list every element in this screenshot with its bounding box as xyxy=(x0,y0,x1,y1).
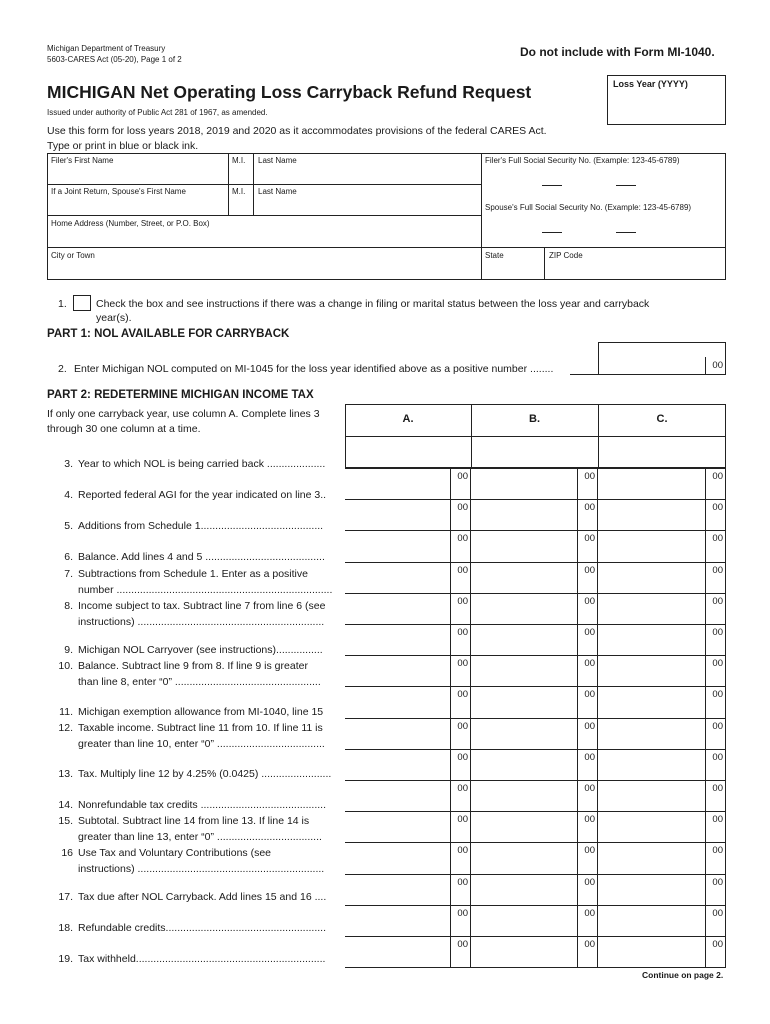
line-9-label xyxy=(47,642,347,658)
row-rule xyxy=(345,780,726,781)
cents-label: 00 xyxy=(457,814,468,825)
row-rule xyxy=(345,530,726,531)
row-rule xyxy=(345,593,726,594)
line-1-number: 1. xyxy=(58,298,67,310)
home-address-field[interactable] xyxy=(48,229,480,246)
line-1-text-cont: year(s). xyxy=(96,312,132,324)
line-13-label xyxy=(47,766,347,782)
line-6-label xyxy=(47,549,347,565)
cents-label: 00 xyxy=(584,908,595,919)
line-text-cont: than line 8, enter “0” .................................................. xyxy=(78,676,321,688)
cents-label: 00 xyxy=(584,721,595,732)
line-3-col-c[interactable] xyxy=(599,438,725,467)
line-12-col-b-amount[interactable] xyxy=(471,718,598,749)
line-2-cents: 00 xyxy=(712,360,723,371)
line-text: Tax due after NOL Carryback. Add lines 15 and 16 .... xyxy=(78,891,327,903)
cents-label: 00 xyxy=(584,658,595,669)
line-15-col-c-amount[interactable] xyxy=(598,811,726,842)
line-13-col-c-amount[interactable] xyxy=(598,749,726,780)
line-8-col-c-amount[interactable] xyxy=(598,593,726,624)
cents-label: 00 xyxy=(712,502,723,513)
line-7-label xyxy=(47,566,347,598)
line-2-number: 2. xyxy=(58,363,67,375)
line-number: 10. xyxy=(58,660,73,672)
zip-label: ZIP Code xyxy=(549,251,583,260)
city-field[interactable] xyxy=(48,261,480,279)
line-17-col-a-amount[interactable] xyxy=(345,874,471,905)
line-10-col-a-amount[interactable] xyxy=(345,655,471,686)
cents-label: 00 xyxy=(457,533,468,544)
line-text-cont: instructions) ................................................................ xyxy=(78,616,325,628)
cents-label: 00 xyxy=(457,752,468,763)
line-10-col-b-amount[interactable] xyxy=(471,655,598,686)
filer-first-name-field[interactable] xyxy=(48,166,227,183)
line-text: Income subject to tax. Subtract line 7 from line 6 (see xyxy=(78,600,326,612)
line-text: Subtractions from Schedule 1. Enter as a positive xyxy=(78,568,308,580)
cents-label: 00 xyxy=(457,721,468,732)
loss-year-box[interactable] xyxy=(607,75,726,125)
line-text: Taxable income. Subtract line 11 from 10. If line 11 is xyxy=(78,722,323,734)
line-14-col-c-amount[interactable] xyxy=(598,780,726,811)
cents-label: 00 xyxy=(457,565,468,576)
cents-label: 00 xyxy=(712,814,723,825)
line-6-col-a-amount[interactable] xyxy=(345,530,471,562)
line-number: 3. xyxy=(64,458,73,470)
line-9-col-b-amount[interactable] xyxy=(471,624,598,655)
line-8-col-a-amount[interactable] xyxy=(345,593,471,624)
spouse-first-name-label: If a Joint Return, Spouse's First Name xyxy=(51,187,186,196)
cents-label: 00 xyxy=(584,627,595,638)
line-5-col-a-amount[interactable] xyxy=(345,499,471,530)
cents-label: 00 xyxy=(457,845,468,856)
cents-label: 00 xyxy=(712,721,723,732)
loss-year-label: Loss Year (YYYY) xyxy=(613,79,688,89)
cents-label: 00 xyxy=(712,533,723,544)
line-17-col-c-amount[interactable] xyxy=(598,874,726,905)
cents-label: 00 xyxy=(712,877,723,888)
line-11-label xyxy=(47,704,347,720)
cents-label: 00 xyxy=(712,908,723,919)
row-rule xyxy=(345,624,726,625)
line-text-cont: instructions) ................................................................ xyxy=(78,863,325,875)
cents-label: 00 xyxy=(584,565,595,576)
row-rule xyxy=(345,686,726,687)
cents-label: 00 xyxy=(712,752,723,763)
line-16-col-b-amount[interactable] xyxy=(471,842,598,874)
line-15-col-b-amount[interactable] xyxy=(471,811,598,842)
line-7-col-b-amount[interactable] xyxy=(471,562,598,593)
line-number: 5. xyxy=(64,520,73,532)
row-rule xyxy=(345,811,726,812)
line-number: 17. xyxy=(58,891,73,903)
filer-last-name-field[interactable] xyxy=(254,166,480,183)
line-15-col-a-amount[interactable] xyxy=(345,811,471,842)
line-text: Reported federal AGI for the year indicated on line 3.. xyxy=(78,489,327,501)
line-11-col-b-amount[interactable] xyxy=(471,686,598,718)
line-number: 7. xyxy=(64,568,73,580)
line-19-col-c-amount[interactable] xyxy=(598,936,726,967)
line-18-col-b-amount[interactable] xyxy=(471,905,598,936)
line-1-text: Check the box and see instructions if there was a change in filing or marital status between the loss year and carryback xyxy=(96,298,650,310)
line-number: 15. xyxy=(58,815,73,827)
line-number: 4. xyxy=(64,489,73,501)
cents-label: 00 xyxy=(712,596,723,607)
line-12-label xyxy=(47,720,347,752)
cents-label: 00 xyxy=(712,565,723,576)
row-rule xyxy=(345,749,726,750)
cents-label: 00 xyxy=(457,502,468,513)
line-number: 6. xyxy=(64,551,73,563)
home-address-label: Home Address (Number, Street, or P.O. Box) xyxy=(51,219,210,228)
authority-text: Issued under authority of Public Act 281 of 1967, as amended. xyxy=(47,108,268,117)
line-2-text: Enter Michigan NOL computed on MI-1045 for the loss year identified above as a positive number ........ xyxy=(74,363,554,375)
filer-ssn-label: Filer's Full Social Security No. (Example: 123-45-6789) xyxy=(485,156,680,165)
spouse-ssn-label: Spouse's Full Social Security No. (Example: 123-45-6789) xyxy=(485,203,692,212)
line-5-col-b-amount[interactable] xyxy=(471,499,598,530)
cents-label: 00 xyxy=(584,939,595,950)
line-7-col-a-amount[interactable] xyxy=(345,562,471,593)
cents-label: 00 xyxy=(457,783,468,794)
part-2-note: If only one carryback year, use column A. Complete lines 3 through 30 one column at a time. xyxy=(47,408,320,435)
line-18-label xyxy=(47,920,347,936)
cents-label: 00 xyxy=(584,471,595,482)
line-text: Michigan NOL Carryover (see instructions)................ xyxy=(78,644,323,656)
line-number: 19. xyxy=(58,953,73,965)
line-3-col-b[interactable] xyxy=(472,438,597,467)
row-rule xyxy=(345,967,726,968)
column-a-header: A. xyxy=(402,413,414,425)
line-12-col-c-amount[interactable] xyxy=(598,718,726,749)
row-rule xyxy=(345,936,726,937)
line-16-col-c-amount[interactable] xyxy=(598,842,726,874)
line-14-col-a-amount[interactable] xyxy=(345,780,471,811)
line-11-col-c-amount[interactable] xyxy=(598,686,726,718)
line-text: Tax withheld................................................................. xyxy=(78,953,326,965)
spouse-mi-field[interactable] xyxy=(229,197,252,214)
state-field[interactable] xyxy=(482,261,543,279)
line-10-col-c-amount[interactable] xyxy=(598,655,726,686)
cents-label: 00 xyxy=(457,627,468,638)
line-10-label xyxy=(47,658,347,690)
cents-label: 00 xyxy=(712,939,723,950)
cents-label: 00 xyxy=(712,689,723,700)
cents-label: 00 xyxy=(712,658,723,669)
line-text-cont: greater than line 10, enter “0” ..................................... xyxy=(78,738,325,750)
cents-label: 00 xyxy=(457,471,468,482)
line-19-label xyxy=(47,951,347,967)
filer-ssn-field[interactable] xyxy=(482,168,725,198)
line-number: 16 xyxy=(61,847,73,859)
line-text-cont: number .......................................................................... xyxy=(78,584,333,596)
filer-last-name-label: Last Name xyxy=(258,156,297,165)
city-label: City or Town xyxy=(51,251,95,260)
row-rule xyxy=(345,499,726,500)
line-number: 11. xyxy=(59,706,73,718)
line-text: Additions from Schedule 1.......................................... xyxy=(78,520,324,532)
line-text: Subtotal. Subtract line 14 from line 13. If line 14 is xyxy=(78,815,310,827)
cents-label: 00 xyxy=(584,596,595,607)
line-number: 12. xyxy=(58,722,73,734)
line-text: Michigan exemption allowance from MI-1040, line 15 xyxy=(78,706,324,718)
line-text: Use Tax and Voluntary Contributions (see xyxy=(78,847,271,859)
line-16-label xyxy=(47,845,347,877)
row-rule xyxy=(345,874,726,875)
part-1-title: PART 1: NOL AVAILABLE FOR CARRYBACK xyxy=(47,328,290,340)
line-15-label xyxy=(47,813,347,845)
line-7-col-c-amount[interactable] xyxy=(598,562,726,593)
line-text: Year to which NOL is being carried back .................... xyxy=(78,458,326,470)
line-13-col-b-amount[interactable] xyxy=(471,749,598,780)
line-4-col-a-amount[interactable] xyxy=(345,468,471,499)
line-12-col-a-amount[interactable] xyxy=(345,718,471,749)
cents-label: 00 xyxy=(712,783,723,794)
line-9-col-c-amount[interactable] xyxy=(598,624,726,655)
cents-label: 00 xyxy=(584,814,595,825)
form-id: 5603-CARES Act (05-20), Page 1 of 2 xyxy=(47,55,182,64)
continue-note: Continue on page 2. xyxy=(642,970,724,980)
line-text: Balance. Subtract line 9 from 8. If line 9 is greater xyxy=(78,660,308,672)
row-rule xyxy=(345,842,726,843)
line-19-col-a-amount[interactable] xyxy=(345,936,471,967)
line-4-label xyxy=(47,487,347,503)
row-rule xyxy=(345,718,726,719)
line-11-col-a-amount[interactable] xyxy=(345,686,471,718)
line-6-col-b-amount[interactable] xyxy=(471,530,598,562)
line-19-col-b-amount[interactable] xyxy=(471,936,598,967)
cents-label: 00 xyxy=(584,533,595,544)
cents-label: 00 xyxy=(712,845,723,856)
cents-label: 00 xyxy=(457,939,468,950)
spouse-ssn-field[interactable] xyxy=(482,214,725,246)
cents-label: 00 xyxy=(457,908,468,919)
state-label: State xyxy=(485,251,504,260)
cents-label: 00 xyxy=(457,877,468,888)
line-text-cont: greater than line 13, enter “0” .................................... xyxy=(78,831,322,843)
line-8-label xyxy=(47,598,347,630)
spouse-first-name-field[interactable] xyxy=(48,197,227,214)
instruction-line-1: Use this form for loss years 2018, 2019 and 2020 as it accommodates provisions of the federal CARES Act. xyxy=(47,125,547,137)
line-number: 14. xyxy=(58,799,73,811)
cents-label: 00 xyxy=(457,596,468,607)
line-3-label xyxy=(47,456,347,472)
zip-field[interactable] xyxy=(545,261,725,279)
line-18-col-a-amount[interactable] xyxy=(345,905,471,936)
line-text: Refundable credits....................................................... xyxy=(78,922,327,934)
spouse-last-name-field[interactable] xyxy=(254,197,480,214)
line-3-col-a[interactable] xyxy=(346,438,470,467)
cents-label: 00 xyxy=(712,627,723,638)
line-5-col-c-amount[interactable] xyxy=(598,499,726,530)
cents-label: 00 xyxy=(457,689,468,700)
line-9-col-a-amount[interactable] xyxy=(345,624,471,655)
line-18-col-c-amount[interactable] xyxy=(598,905,726,936)
line-text: Nonrefundable tax credits ........................................... xyxy=(78,799,327,811)
line-4-col-c-amount[interactable] xyxy=(598,468,726,499)
line-14-label xyxy=(47,797,347,813)
line-text: Tax. Multiply line 12 by 4.25% (0.0425) ........................ xyxy=(78,768,332,780)
cents-label: 00 xyxy=(457,658,468,669)
line-number: 18. xyxy=(58,922,73,934)
cents-label: 00 xyxy=(584,689,595,700)
column-c-header: C. xyxy=(656,413,668,425)
cents-label: 00 xyxy=(712,471,723,482)
status-change-checkbox[interactable] xyxy=(73,295,91,311)
line-number: 9. xyxy=(64,644,73,656)
filer-mi-label: M.I. xyxy=(232,156,246,165)
row-rule xyxy=(345,655,726,656)
spouse-mi-label: M.I. xyxy=(232,187,246,196)
line-number: 13. xyxy=(58,768,73,780)
department-name: Michigan Department of Treasury xyxy=(47,44,166,53)
line-2-amount[interactable] xyxy=(598,342,726,375)
cents-label: 00 xyxy=(584,783,595,794)
line-16-col-a-amount[interactable] xyxy=(345,842,471,874)
line-number: 8. xyxy=(64,600,73,612)
spouse-last-name-label: Last Name xyxy=(258,187,297,196)
row-rule xyxy=(345,562,726,563)
filer-mi-field[interactable] xyxy=(229,166,252,183)
line-text: Balance. Add lines 4 and 5 ......................................... xyxy=(78,551,325,563)
do-not-include-notice: Do not include with Form MI-1040. xyxy=(520,45,715,59)
line-13-col-a-amount[interactable] xyxy=(345,749,471,780)
line-4-col-b-amount[interactable] xyxy=(471,468,598,499)
line-17-label xyxy=(47,889,347,905)
cents-label: 00 xyxy=(584,752,595,763)
cents-label: 00 xyxy=(584,877,595,888)
column-b-header: B. xyxy=(529,413,540,425)
row-rule xyxy=(345,905,726,906)
line-8-col-b-amount[interactable] xyxy=(471,593,598,624)
line-6-col-c-amount[interactable] xyxy=(598,530,726,562)
line-5-label xyxy=(47,518,347,534)
cents-label: 00 xyxy=(584,845,595,856)
filer-first-name-label: Filer's First Name xyxy=(51,156,114,165)
cents-label: 00 xyxy=(584,502,595,513)
line-14-col-b-amount[interactable] xyxy=(471,780,598,811)
form-title: MICHIGAN Net Operating Loss Carryback Refund Request xyxy=(47,82,532,102)
instruction-line-2: Type or print in blue or black ink. xyxy=(47,140,199,152)
line-17-col-b-amount[interactable] xyxy=(471,874,598,905)
part-2-title: PART 2: REDETERMINE MICHIGAN INCOME TAX xyxy=(47,389,314,401)
